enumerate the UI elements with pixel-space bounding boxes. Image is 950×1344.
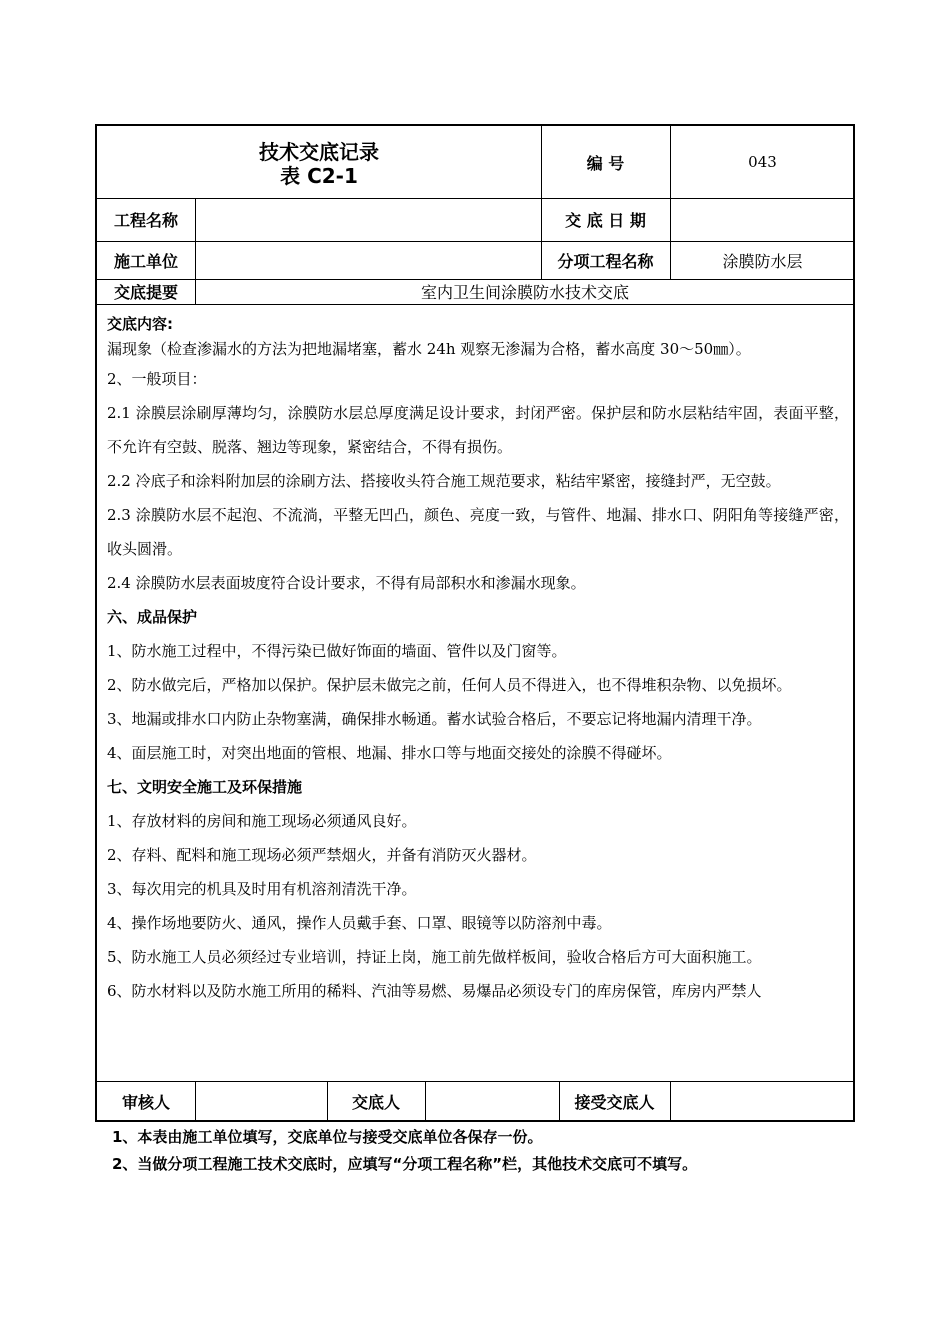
content-paragraph: 6、防水材料以及防水施工所用的稀料、汽油等易燃、易爆品必须设专门的库房保管，库房内严禁人 [107, 982, 762, 1000]
content-paragraphs [107, 336, 849, 1008]
number-label: 编 号 [586, 153, 625, 173]
content-paragraph: 2.1 涂膜层涂刷厚薄均匀，涂膜防水层总厚度满足设计要求，封闭严密。保护层和防水层粘结牢固，表面平整，不允许有空鼓、脱落、翘边等现象，紧密结合，不得有损伤。 [107, 404, 849, 456]
content-paragraph: 1、防水施工过程中，不得污染已做好饰面的墙面、管件以及门窗等。 [107, 642, 567, 660]
content-paragraph: 3、每次用完的机具及时用有机溶剂清洗干净。 [107, 880, 417, 898]
form-title: 技术交底记录 [259, 140, 379, 164]
content-paragraph: 3、地漏或排水口内防止杂物塞满，确保排水畅通。蓄水试验合格后，不要忘记将地漏内清理干净。 [107, 710, 762, 728]
content-paragraph: 2.3 涂膜防水层不起泡、不流淌，平整无凹凸，颜色、亮度一致，与管件、地漏、排水口、阴阳角等接缝严密，收头圆滑。 [107, 506, 849, 558]
reviewer-field[interactable] [195, 1081, 327, 1122]
note-1: 1、本表由施工单位填写，交底单位与接受交底单位各保存一份。 [112, 1128, 543, 1146]
content-paragraph: 4、面层施工时，对突出地面的管根、地漏、排水口等与地面交接处的涂膜不得碰坏。 [107, 744, 672, 762]
presenter-label: 交底人 [351, 1093, 400, 1112]
form-notes [112, 1124, 872, 1178]
summary-field[interactable]: 室内卫生间涂膜防水技术交底 [420, 283, 629, 302]
presenter-field[interactable] [425, 1081, 559, 1122]
date-label: 交 底 日 期 [565, 211, 646, 230]
receiver-label: 接受交底人 [574, 1093, 655, 1112]
content-paragraph: 2、一般项目： [107, 370, 207, 388]
subproject-field[interactable]: 涂膜防水层 [722, 251, 803, 271]
content-paragraph: 1、存放材料的房间和施工现场必须通风良好。 [107, 812, 417, 830]
contractor-field[interactable] [195, 241, 541, 279]
section-heading: 七、文明安全施工及环保措施 [107, 778, 303, 796]
tech-briefing-form [95, 124, 855, 1122]
row-divider [97, 304, 853, 305]
project-name-field[interactable] [195, 198, 541, 241]
briefing-content [107, 312, 849, 1082]
content-paragraph: 5、防水施工人员必须经过专业培训，持证上岗，施工前先做样板间，验收合格后方可大面积施工。 [107, 948, 762, 966]
content-paragraph: 2.4 涂膜防水层表面坡度符合设计要求，不得有局部积水和渗漏水现象。 [107, 574, 586, 592]
content-paragraph: 2.2 冷底子和涂料附加层的涂刷方法、搭接收头符合施工规范要求，粘结牢紧密，接缝封严，无空鼓。 [107, 472, 781, 490]
number-value[interactable]: 043 [748, 153, 777, 171]
contractor-label: 施工单位 [113, 251, 178, 271]
content-paragraph: 漏现象（检查渗漏水的方法为把地漏堵塞，蓄水 24h 观察无渗漏为合格，蓄水高度 30～50㎜）。 [107, 340, 751, 358]
content-paragraph: 4、操作场地要防火、通风，操作人员戴手套、口罩、眼镜等以防溶剂中毒。 [107, 914, 612, 932]
subproject-label: 分项工程名称 [557, 251, 654, 271]
content-paragraph: 2、防水做完后，严格加以保护。保护层未做完之前，任何人员不得进入，也不得堆积杂物、以免损坏。 [107, 676, 792, 694]
project-name-label: 工程名称 [113, 211, 178, 230]
reviewer-label: 审核人 [121, 1093, 170, 1112]
content-paragraph: 2、存料、配料和施工现场必须严禁烟火，并备有消防灭火器材。 [107, 846, 537, 864]
section-heading: 六、成品保护 [107, 608, 198, 626]
content-label: 交底内容: [107, 315, 173, 333]
form-title-block [97, 140, 541, 188]
date-field[interactable] [670, 198, 855, 241]
note-2: 2、当做分项工程施工技术交底时，应填写“分项工程名称”栏，其他技术交底可不填写。 [112, 1155, 698, 1173]
receiver-field[interactable] [670, 1081, 855, 1122]
summary-label: 交底提要 [113, 283, 178, 302]
form-code: 表 C2-1 [280, 164, 358, 188]
